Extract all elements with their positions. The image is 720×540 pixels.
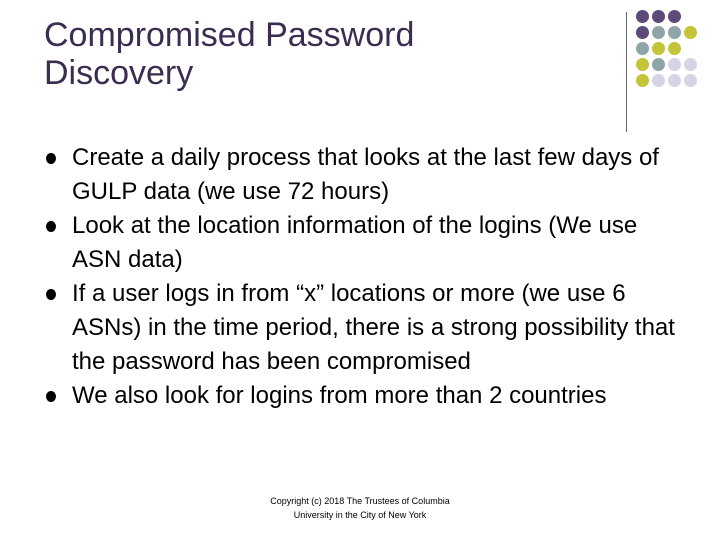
- decorative-dot: [636, 58, 649, 71]
- decorative-dot: [652, 26, 665, 39]
- decorative-dot: [636, 74, 649, 87]
- decorative-dot: [668, 74, 681, 87]
- bullet-item: [42, 141, 682, 209]
- bullet-text: Create a daily process that looks at the last few days of GULP data (we use 72 hours): [72, 144, 659, 205]
- title-divider-line: [626, 12, 627, 132]
- bullet-list: [42, 141, 682, 413]
- decorative-dot: [668, 58, 681, 71]
- bullet-dot-icon: [46, 153, 56, 164]
- bullet-dot-icon: [46, 221, 56, 232]
- decorative-dot: [652, 74, 665, 87]
- decorative-dot: [684, 26, 697, 39]
- bullet-item: [42, 277, 682, 379]
- decorative-dot: [636, 42, 649, 55]
- bullet-text: We also look for logins from more than 2 countries: [72, 382, 607, 409]
- bullet-dot-icon: [46, 289, 56, 300]
- bullet-dot-icon: [46, 391, 56, 402]
- decorative-dot: [636, 10, 649, 23]
- decorative-dot-grid: [636, 10, 720, 120]
- decorative-dot: [652, 10, 665, 23]
- slide-title: [44, 16, 604, 93]
- copyright-line-1: Copyright (c) 2018 The Trustees of Columbia: [270, 496, 450, 506]
- decorative-dot: [668, 42, 681, 55]
- decorative-dot: [668, 26, 681, 39]
- decorative-dot: [668, 10, 681, 23]
- decorative-dot: [636, 26, 649, 39]
- slide-title-line-1: Compromised Password: [44, 16, 415, 54]
- decorative-dot: [684, 58, 697, 71]
- copyright-footer: [240, 494, 480, 522]
- bullet-item: [42, 209, 682, 277]
- decorative-dot: [652, 42, 665, 55]
- bullet-item: [42, 379, 682, 413]
- decorative-dot: [652, 58, 665, 71]
- copyright-line-2: University in the City of New York: [293, 510, 427, 520]
- bullet-text: If a user logs in from “x” locations or more (we use 6 ASNs) in the time period, there is a strong possibility that the password has been compromised: [72, 280, 675, 375]
- bullet-text: Look at the location information of the logins (We use ASN data): [72, 212, 638, 273]
- decorative-dot: [684, 74, 697, 87]
- slide-title-line-2: Discovery: [44, 54, 194, 93]
